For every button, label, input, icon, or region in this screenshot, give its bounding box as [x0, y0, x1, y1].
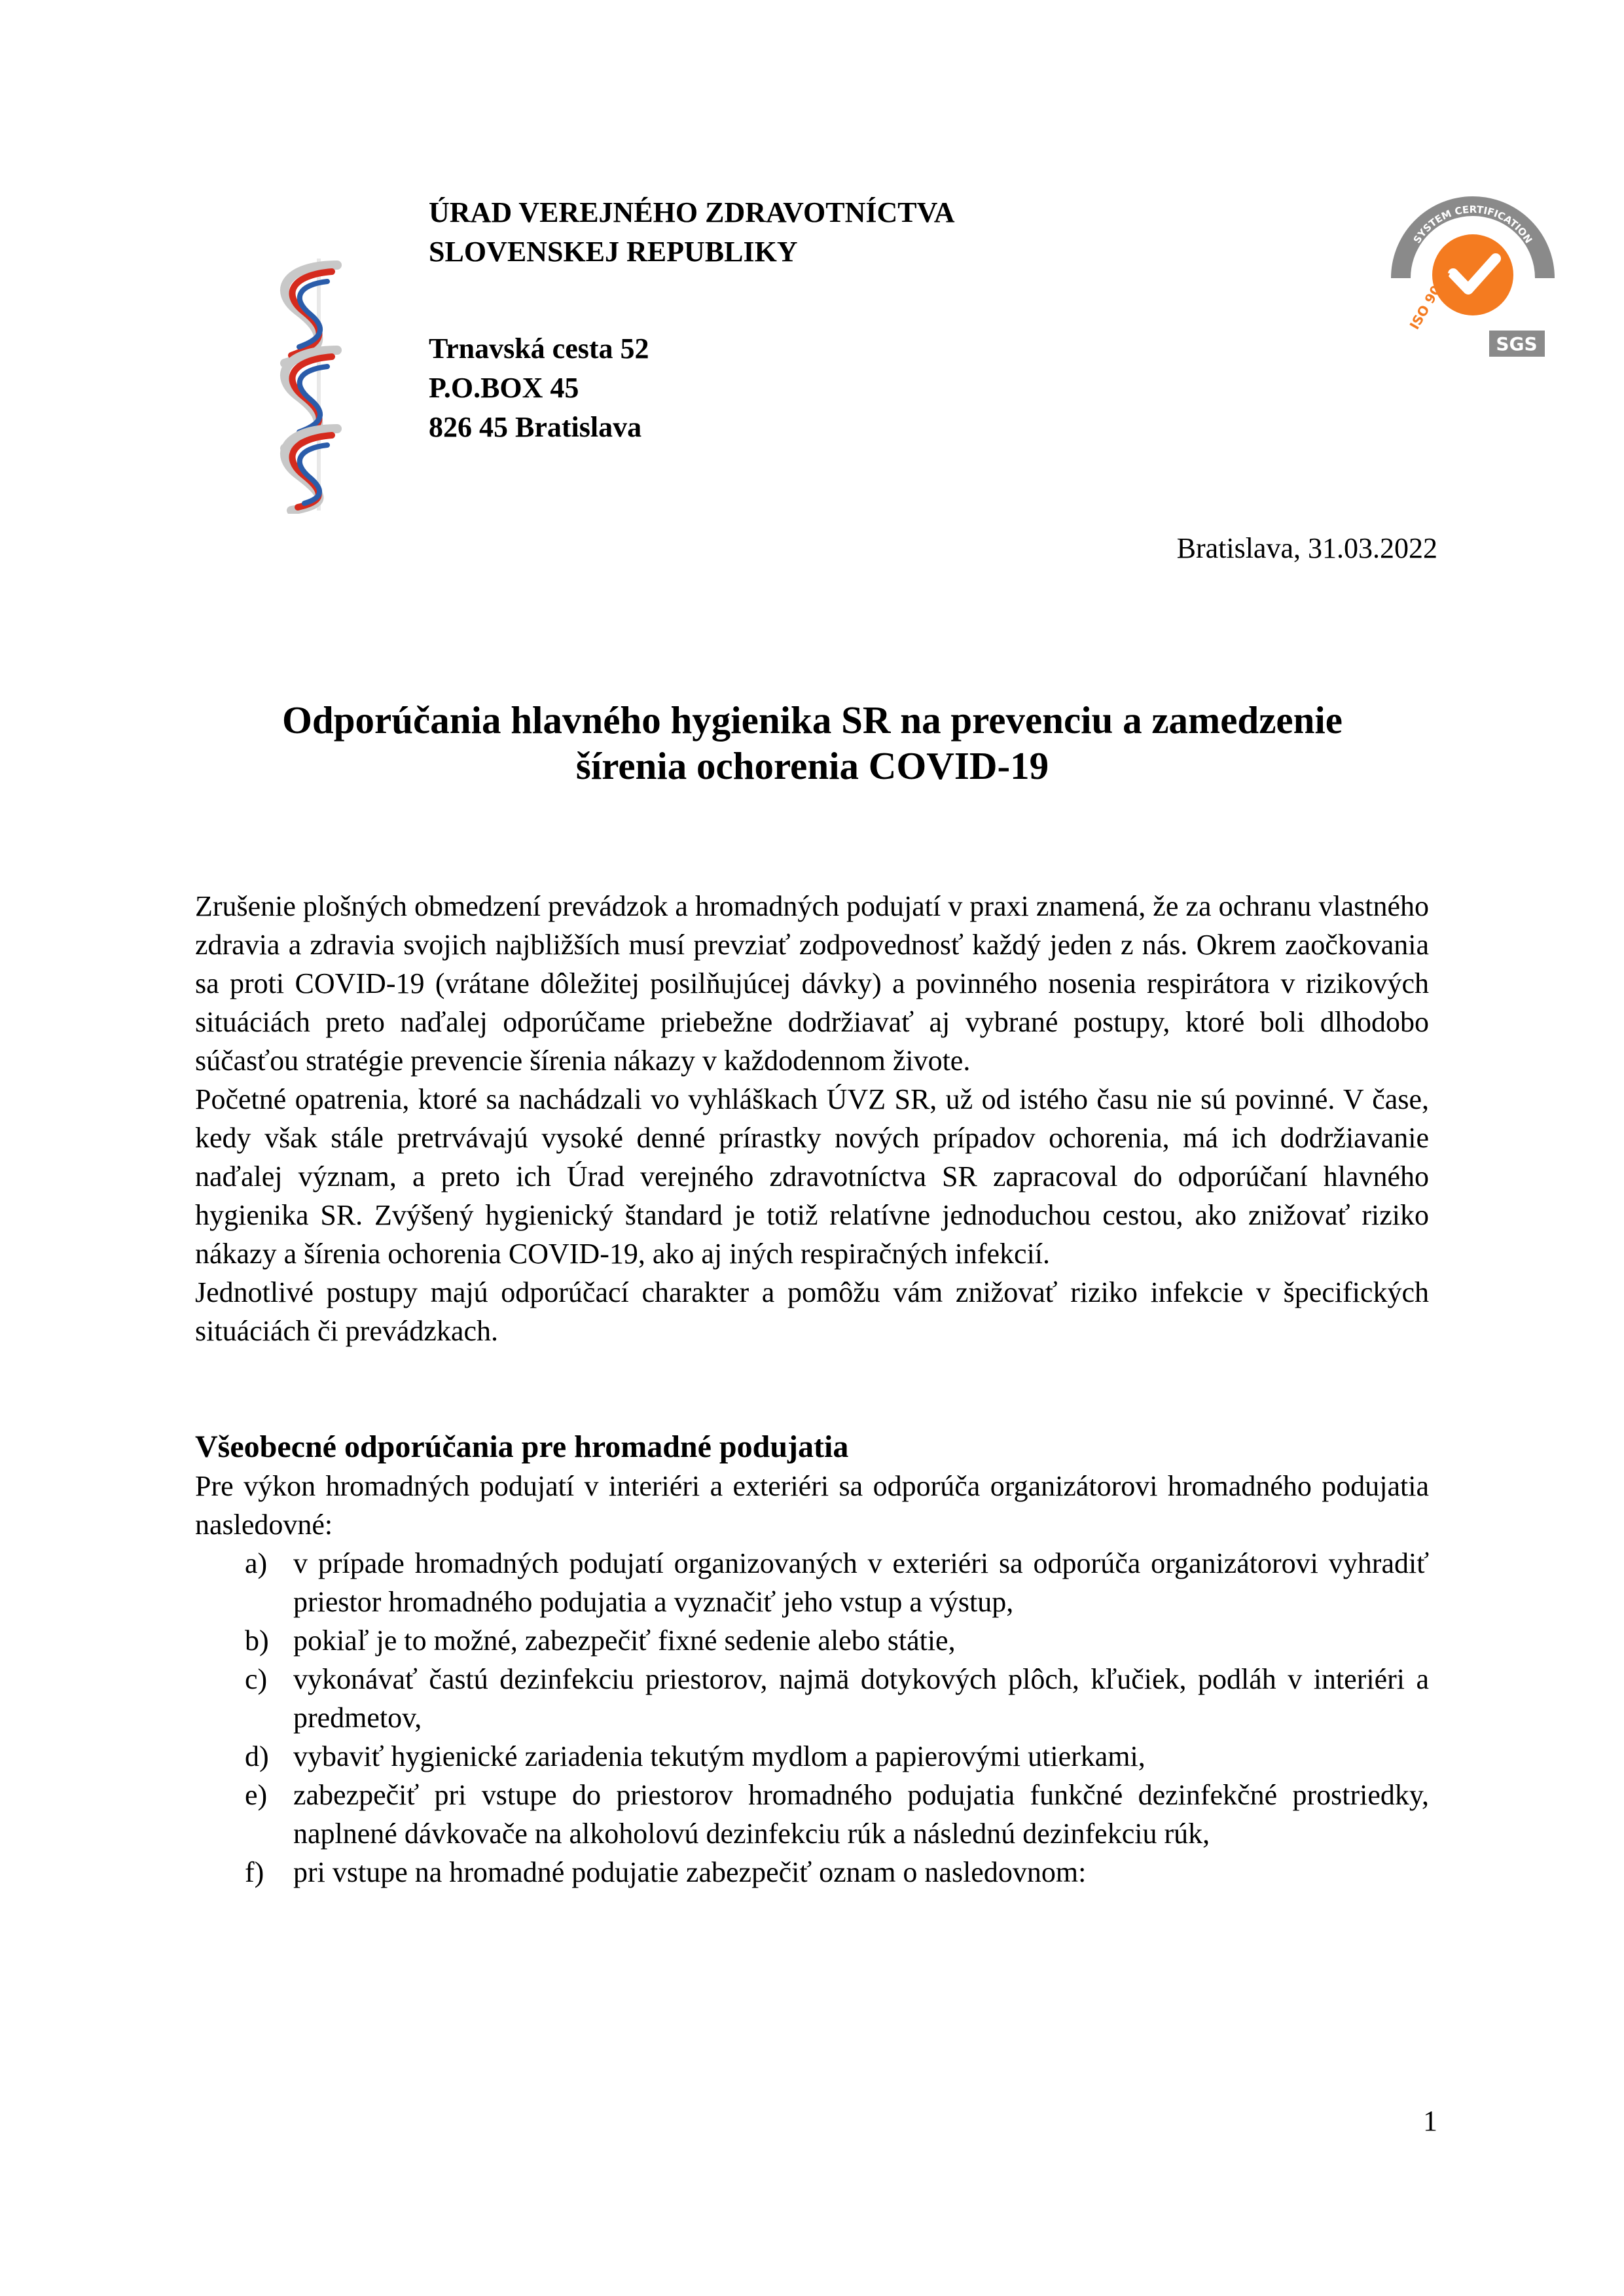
paragraph: Zrušenie plošných obmedzení prevádzok a hromadných podujatí v praxi znamená, že za ochranu vlastného zdravia a zdravia svojich najbližších musí prevziať zodpovednosť každý jeden z nás. Okrem zaočkovania sa proti COVID-19 (vrátane dôležitej posilňujúcej dávky) a povinného nosenia respirátora v rizikových situáciách preto naďalej odporúčame priebežne dodržiavať aj vybrané postupy, ktoré boli dlhodobo súčasťou stratégie prevencie šírenia nákazy v každodennom živote. — [195, 890, 1429, 1077]
svg-text:SYSTEM CERTIFICATION: SYSTEM CERTIFICATION — [1411, 203, 1535, 246]
list-item-text: vykonávať častú dezinfekciu priestorov, najmä dotykových plôch, kľučiek, podláh v interiéri a predmetov, — [293, 1663, 1429, 1734]
list-marker: b) — [245, 1624, 269, 1657]
list-item-text: vybaviť hygienické zariadenia tekutým mydlom a papierovými utierkami, — [293, 1740, 1146, 1772]
list-marker: e) — [245, 1779, 268, 1811]
document-title — [196, 697, 1428, 789]
list-item-text: pokiaľ je to možné, zabezpečiť fixné sedenie alebo státie, — [293, 1624, 956, 1657]
list-item-text: zabezpečiť pri vstupe do priestorov hromadného podujatia funkčné dezinfekčné prostriedky, naplnené dávkovače na alkoholovú dezinfekciu rúk a následnú dezinfekciu rúk, — [293, 1779, 1429, 1850]
document-body — [195, 887, 1429, 1892]
list-marker: c) — [245, 1663, 268, 1695]
section-heading: Všeobecné odporúčania pre hromadné podujatia — [195, 1429, 849, 1464]
list-item — [195, 1776, 1429, 1853]
letterhead — [429, 193, 955, 447]
list-item — [195, 1621, 1429, 1660]
document-date: Bratislava, 31.03.2022 — [1176, 532, 1437, 564]
list-item — [195, 1544, 1429, 1621]
address-pobox: P.O.BOX 45 — [429, 372, 579, 404]
iso-certification-logo — [1391, 190, 1555, 360]
list-item — [195, 1660, 1429, 1737]
org-name-line-1: ÚRAD VEREJNÉHO ZDRAVOTNÍCTVA — [429, 196, 955, 228]
section-intro: Pre výkon hromadných podujatí v interiéri a exteriéri sa odporúča organizátorovi hromadného podujatia nasledovné: — [195, 1470, 1429, 1541]
page-number: 1 — [1423, 2105, 1437, 2137]
svg-text:ISO 9001: ISO 9001 — [1406, 266, 1454, 332]
list-marker: a) — [245, 1547, 268, 1579]
address-street: Trnavská cesta 52 — [429, 332, 649, 365]
title-line-1: Odporúčania hlavného hygienika SR na prevenciu a zamedzenie — [282, 698, 1343, 742]
paragraph: Početné opatrenia, ktoré sa nachádzali vo vyhláškach ÚVZ SR, už od istého času nie sú povinné. V čase, kedy však stále pretrvávajú vysoké denné prírastky nových prípadov ochorenia, má ich dodržiavanie naďalej význam, a preto ich Úrad verejného zdravotníctva SR zapracoval do odporúčaní hlavného hygienika SR. Zvýšený hygienický štandard je totiž relatívne jednoduchou cestou, ako znižovať riziko nákazy a šírenia ochorenia COVID-19, ako aj iných respiračných infekcií. — [195, 1083, 1429, 1270]
list-marker: d) — [245, 1740, 269, 1772]
paragraph: Jednotlivé postupy majú odporúčací charakter a pomôžu vám znižovať riziko infekcie v špecifických situáciách či prevádzkach. — [195, 1276, 1429, 1347]
sgs-certification-icon — [1391, 190, 1555, 360]
list-item — [195, 1853, 1429, 1892]
org-name-line-2: SLOVENSKEJ REPUBLIKY — [429, 236, 798, 268]
recommendation-list — [195, 1544, 1429, 1892]
list-item-text: pri vstupe na hromadné podujatie zabezpečiť oznam o nasledovnom: — [293, 1856, 1087, 1888]
list-item-text: v prípade hromadných podujatí organizovaných v exteriéri sa odporúča organizátorovi vyhradiť priestor hromadného podujatia a vyznačiť jeho vstup a výstup, — [293, 1547, 1429, 1618]
serpent-logo-icon — [259, 252, 350, 514]
title-line-2: šírenia ochorenia COVID-19 — [575, 744, 1049, 787]
address-city: 826 45 Bratislava — [429, 411, 642, 443]
list-item — [195, 1737, 1429, 1776]
list-marker: f) — [245, 1856, 264, 1888]
svg-text:SGS: SGS — [1496, 333, 1538, 355]
institution-logo — [259, 252, 350, 514]
